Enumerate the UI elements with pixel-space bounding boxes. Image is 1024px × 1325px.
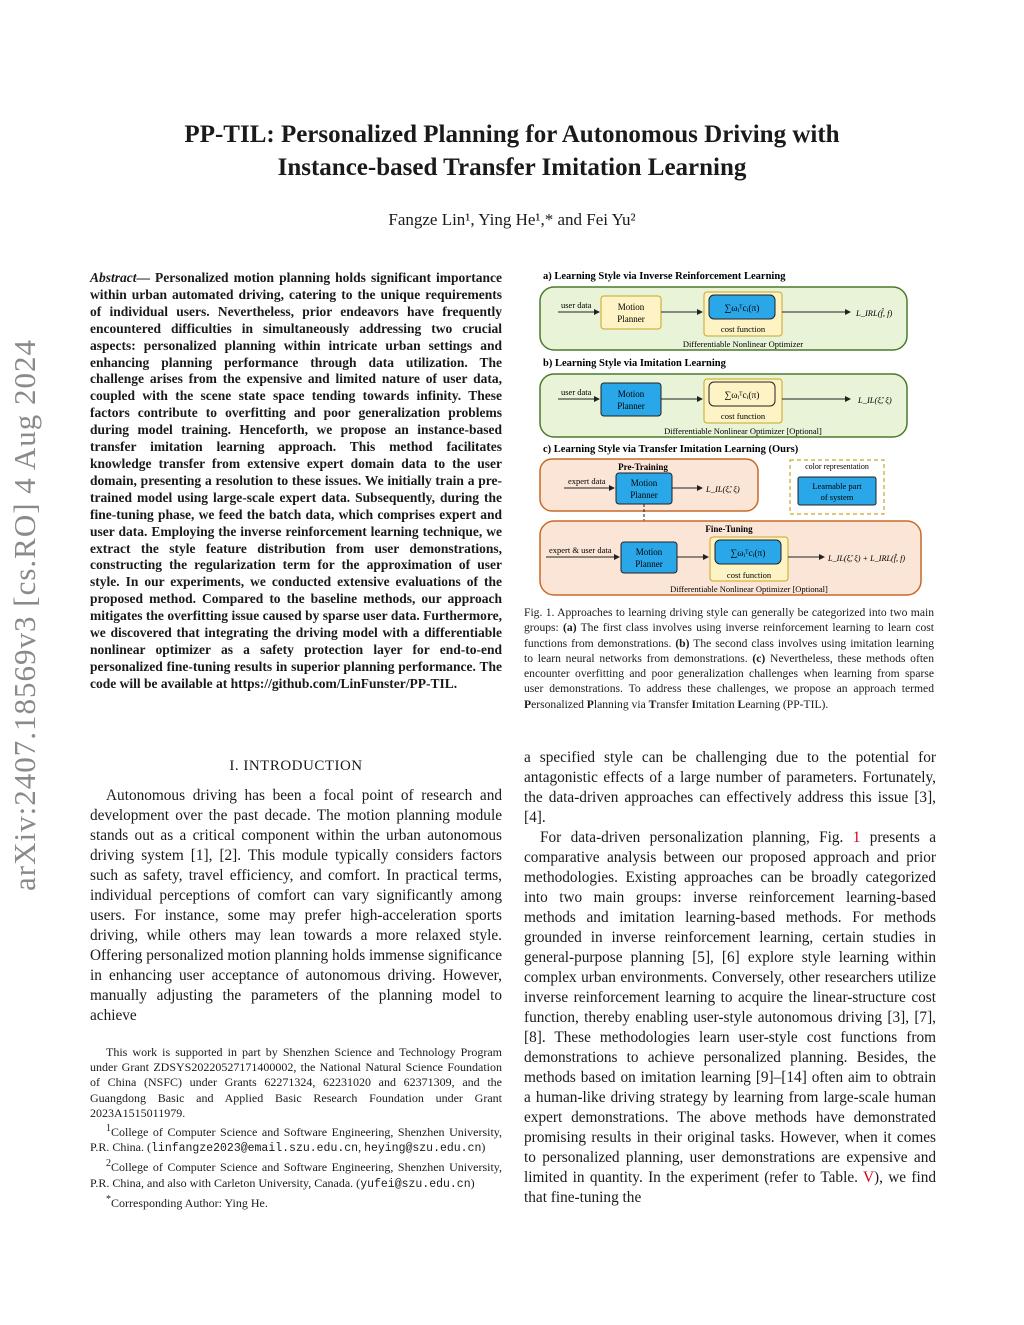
paragraph-text: ), we find that fine-tuning the xyxy=(524,1169,936,1206)
cost-function-label: cost function xyxy=(720,411,766,421)
figure-1-diagram xyxy=(536,266,926,602)
motion-label: Motion xyxy=(630,478,658,488)
affiliation-footnote-2 xyxy=(90,1156,502,1191)
legend-title: color representation xyxy=(805,462,869,471)
caption-text: The first class involves using inverse reinforcement learning to learn cost functions from demonstrations. xyxy=(524,621,934,650)
input-label: user data xyxy=(561,387,592,397)
corresponding-author-footnote xyxy=(90,1192,502,1211)
motion-label: Motion xyxy=(617,389,645,399)
separator: , xyxy=(358,1140,365,1155)
footnotes xyxy=(90,1045,502,1211)
intro-column-2 xyxy=(524,748,936,1208)
panel-c-title: c) Learning Style via Transfer Imitation Learning (Ours) xyxy=(543,444,799,455)
section-heading-introduction: I. INTRODUCTION xyxy=(229,758,363,774)
paren-close: ) xyxy=(470,1175,475,1190)
cost-formula: ∑ωᵢᵀcᵢ(π) xyxy=(730,549,766,559)
planner-label: Planner xyxy=(617,401,645,411)
paragraph-text: presents a comparative analysis between our proposed approach and prior methodologies. Existing approaches can be broadly categorized into two main groups: inverse reinforcement learning-based methods and imitation learning-based methods. For methods grounded in inverse reinforcement learning, certain studies in general-purpose planning [5], [6] explore style learning within complex urban environments. Conversely, other researchers utilize inverse reinforcement learning to acquire the linear-structure cost function, thereby enabling user-style autonomous driving [3], [7], [8]. These methodologies learn user-style cost functions from demonstrations to achieve personalized planning. Besides, the methods based on imitation learning [9]–[14] often aim to obtrain a human-like driving strategy by learning from large-scale human expert demonstrations. The above methods have demonstrated promising results in their original tasks. However, when it comes to personalized planning, user demonstrations are expensive and limited in quantity. In the experiment (refer to Table. xyxy=(524,829,936,1186)
caption-text: lanning via xyxy=(593,697,649,711)
paper-title xyxy=(100,118,924,184)
acronym-letter: L xyxy=(737,697,746,711)
arxiv-identifier: arXiv:2407.18569v3 [cs.RO] 4 Aug 2024 xyxy=(7,339,42,891)
optimizer-label: Differentiable Nonlinear Optimizer [Optional] xyxy=(670,584,828,594)
acronym-letter: T xyxy=(648,697,657,711)
optimizer-label: Differentiable Nonlinear Optimizer xyxy=(682,339,804,349)
abstract xyxy=(90,270,502,693)
affiliation-text: College of Computer Science and Software Engineering, Shenzhen University, P.R. China. ( xyxy=(90,1125,502,1155)
title-line-2: Instance-based Transfer Imitation Learning xyxy=(277,154,747,181)
loss-combined: L_IL(ξ̂, ξ) + L_IRL(f̂, f) xyxy=(828,554,906,563)
input-label: expert & user data xyxy=(549,545,612,555)
intro-paragraph: Autonomous driving has been a focal point of research and development over the past decade. The motion planning module stands out as a critical component within the urban autonomous driving system [1], [2]. This module typically considers factors such as safety, travel efficiency, and comfort. In practical terms, individual perceptions of comfort can vary significantly among users. For instance, some may prefer high-acceleration sports driving, while others may lean towards a more relaxed style. Offering personalized motion planning holds immense significance in enhancing user acceptance of autonomous driving. However, manually adjusting the parameters of the planning model to achieve xyxy=(90,787,502,1024)
table-reference-link[interactable]: V xyxy=(862,1169,875,1186)
affiliation-text: College of Computer Science and Software Engineering, Shenzhen University, P.R. China, and also with Carleton University, Canada. ( xyxy=(90,1160,502,1190)
acronym-letter: P xyxy=(586,697,594,711)
planner-label: Planner xyxy=(635,559,663,569)
figure-reference-link[interactable]: 1 xyxy=(852,829,861,846)
caption-marker-a: (a) xyxy=(563,621,577,635)
panel-a-title: a) Learning Style via Inverse Reinforcement Learning xyxy=(543,271,786,282)
input-label: user data xyxy=(561,300,592,310)
planner-label: Planner xyxy=(630,490,658,500)
caption-text: Nevertheless, these methods often encounter overfitting and poor generalization challenges when learning from sparse user demonstrations. To address these challenges, we propose an approach termed xyxy=(524,651,934,696)
caption-text: mitation xyxy=(695,697,738,711)
loss-irl: L_IRL(f̂, f) xyxy=(856,308,893,318)
legend-label-line-2: of system xyxy=(820,492,854,502)
cost-formula: ∑ωᵢᵀcᵢ(π) xyxy=(724,391,760,401)
cost-function-label: cost function xyxy=(720,324,766,334)
intro-paragraph: a specified style can be challenging due to the potential for antagonistic effects of a large number of parameters. Fortunately, the data-driven approaches can effectively address this issue [3], [4]. xyxy=(524,749,936,826)
caption-text: The second class involves using imitation learning to learn neural networks from demonstrations. xyxy=(524,636,934,665)
email-link[interactable]: heying@szu.edu.cn xyxy=(364,1142,482,1156)
motion-label: Motion xyxy=(635,547,663,557)
title-line-1: PP-TIL: Personalized Planning for Autonomous Driving with xyxy=(184,121,840,148)
figure-1-caption xyxy=(524,605,934,712)
email-link[interactable]: linfangze2023@email.szu.edu.cn xyxy=(151,1142,359,1156)
caption-label: Fig. 1. xyxy=(524,606,555,619)
paragraph-text: For data-driven personalization planning, Fig. xyxy=(540,829,853,846)
planner-label: Planner xyxy=(617,314,645,324)
caption-text: Approaches to learning driving style can generally be categorized into two main groups: xyxy=(524,606,934,635)
author-list: Fangze Lin¹, Ying He¹,* and Fei Yu² xyxy=(388,210,636,229)
loss-il: L_IL(ξ̂, ξ) xyxy=(858,395,892,405)
caption-text: ransfer xyxy=(656,697,692,711)
paren-close: ) xyxy=(481,1140,486,1155)
caption-text: ersonalized xyxy=(531,697,587,711)
caption-marker-b: (b) xyxy=(675,636,690,650)
legend-label-line-1: Learnable part xyxy=(812,481,862,491)
abstract-label: Abstract xyxy=(90,270,137,285)
caption-text: earning (PP-TIL). xyxy=(745,697,829,711)
motion-planner-box xyxy=(601,296,661,329)
footnote-marker: * xyxy=(106,1193,111,1205)
abstract-text: — Personalized motion planning holds significant importance within urban automated driving, catering to the unique requirements of individual users. Nevertheless, prior endeavors have frequently encountered difficulties in simultaneously addressing two crucial aspects: personalized planning within intricate urban settings and enhancing planning performance through data utilization. The challenge arises from the expensive and limited nature of user data, coupled with the scene state space tending towards infinity. These factors contribute to overfitting and poor generalization problems during model training. Henceforth, we propose an instance-based transfer imitation learning approach. This method facilitates knowledge transfer from extensive expert domain data to the user domain, presenting a resolution to these issues. We initially train a pre-trained model using large-scale expert data. Subsequently, during the fine-tuning phase, we feed the batch data, which comprises expert and user data. Employing the inverse reinforcement learning technique, we extract the style feature distribution from user demonstrations, constructing the regularization term for the approximation of user style. In our experiments, we conducted extensive evaluations of the proposed method. Compared to the baseline methods, our approach mitigates the overfitting issue caused by sparse user data. Furthermore, we discovered that integrating the driving model with a differentiable nonlinear optimizer as a safety protection layer for end-to-end personalized fine-tuning results in superior planning performance. The code will be available at https://github.com/LinFunster/PP-TIL. xyxy=(90,270,502,691)
intro-column-1 xyxy=(90,786,502,1026)
panel-b-title: b) Learning Style via Imitation Learning xyxy=(543,358,726,369)
acronym-letter: I xyxy=(691,697,696,711)
footnote-marker: 1 xyxy=(106,1123,111,1135)
affiliation-footnote-1 xyxy=(90,1121,502,1156)
motion-planner-box xyxy=(601,383,661,416)
email-link[interactable]: yufei@szu.edu.cn xyxy=(360,1177,471,1191)
cost-formula: ∑ωᵢᵀcᵢ(π) xyxy=(724,304,760,314)
pretraining-label: Pre-Training xyxy=(618,462,668,472)
finetuning-label: Fine-Tuning xyxy=(705,524,753,534)
funding-footnote: This work is supported in part by Shenzhen Science and Technology Program under Grant ZDSYS20220527171400002, the National Natural Science Foundation of China (NSFC) under Grants 62271324, 62231020 and 62371309, and the Guangdong Basic and Applied Basic Research Foundation under Grant 2023A1515011979. xyxy=(90,1045,502,1120)
loss-il: L_IL(ξ̂, ξ) xyxy=(706,484,740,494)
optimizer-label: Differentiable Nonlinear Optimizer [Optional] xyxy=(664,426,822,436)
motion-label: Motion xyxy=(617,302,645,312)
caption-marker-c: (c) xyxy=(752,651,766,665)
acronym-letter: P xyxy=(524,697,532,711)
input-label: expert data xyxy=(568,476,606,486)
intro-paragraph xyxy=(524,828,936,1208)
corresponding-text: Corresponding Author: Ying He. xyxy=(111,1195,268,1210)
footnote-marker: 2 xyxy=(106,1158,111,1170)
cost-function-label: cost function xyxy=(726,570,772,580)
